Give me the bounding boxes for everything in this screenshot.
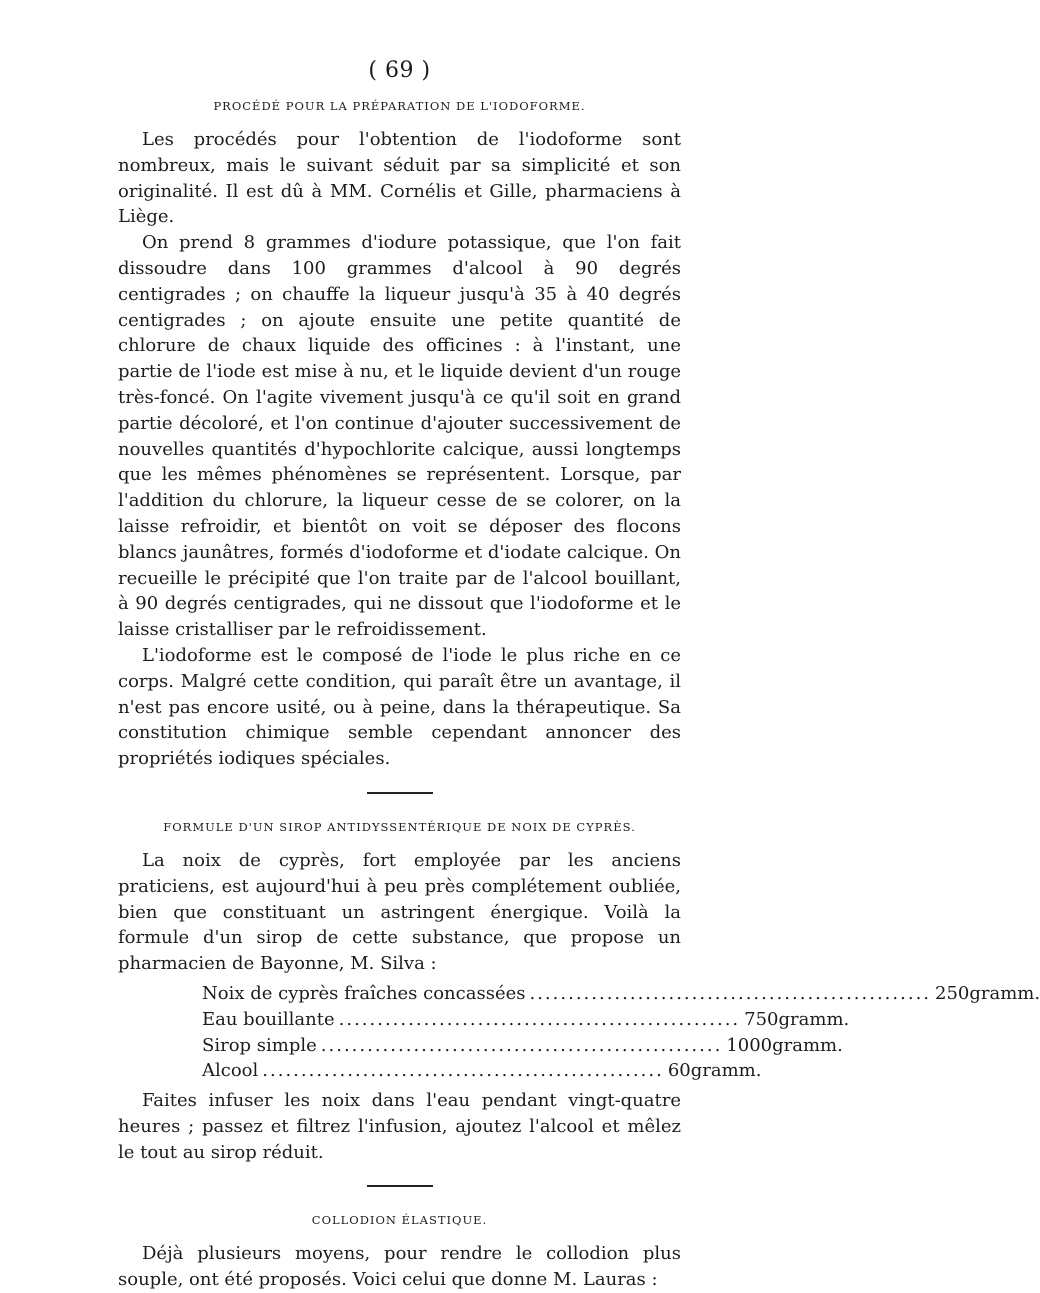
page: [118, 58, 1040, 1293]
recipe-row: [202, 1058, 762, 1084]
section-title-sirop: FORMULE D'UN SIROP ANTIDYSSENTÉRIQUE DE NOIX DE CYPRÈS.: [163, 819, 636, 834]
ingredient-quantity: 250: [935, 982, 970, 1004]
recipe-row: [202, 1007, 850, 1033]
recipe-list: [202, 981, 1040, 1084]
ingredient-name: Sirop simple: [202, 1034, 317, 1056]
recipe-row: [202, 981, 1040, 1007]
ingredient-quantity: 750: [744, 1008, 779, 1030]
paragraph: Déjà plusieurs moyens, pour rendre le collodion plus souple, ont été proposés. Voici celui que donne M. Lauras :: [118, 1243, 681, 1291]
dot-leader: ....................................................: [262, 1060, 664, 1082]
dot-leader: ....................................................: [529, 982, 932, 1004]
ingredient-quantity: 1000: [726, 1034, 773, 1056]
section-divider: [367, 1185, 433, 1187]
ingredient-name: Noix de cyprès fraîches concassées: [202, 982, 526, 1004]
ingredient-name: Alcool: [202, 1060, 259, 1082]
ingredient-name: Eau bouillante: [202, 1008, 335, 1030]
paragraph: Faites infuser les noix dans l'eau pendant vingt-quatre heures ; passez et filtrez l'infusion, ajoutez l'alcool et mêlez le tout au sirop réduit.: [118, 1090, 681, 1163]
section-title-iodoforme: PROCÉDÉ POUR LA PRÉPARATION DE L'IODOFORME.: [213, 99, 586, 113]
ingredient-unit: gramm.: [969, 982, 1040, 1004]
ingredient-unit: gramm.: [772, 1034, 843, 1056]
page-number: ( 69 ): [368, 58, 431, 83]
section-title-collodion: COLLODION ÉLASTIQUE.: [311, 1213, 488, 1228]
ingredient-quantity: 60: [667, 1060, 691, 1082]
paragraph: On prend 8 grammes d'iodure potassique, que l'on fait dissoudre dans 100 grammes d'alcool à 90 degrés centigrades ; on chauffe la liqueur jusqu'à 35 à 40 degrés centigrades ; on ajoute ensuite une petite quantité de chlorure de chaux liquide des officines : à l'instant, une partie de l'iode est mise à nu, et le liquide devient d'un rouge très-foncé. On l'agite vivement jusqu'à ce qu'il soit en grand partie décoloré, et l'on continue d'ajouter successivement de nouvelles quantités d'hypochlorite calcique, aussi longtemps que les mêmes phénomènes se représentent. Lorsque, par l'addition du chlorure, la liqueur cesse de se colorer, on la laisse refroidir, et bientôt on voit se déposer des flocons blancs jaunâtres, formés d'iodoforme et d'iodate calcique. On recueille le précipité que l'on traite par de l'alcool bouillant, à 90 degrés centigrades, qui ne dissout que l'iodoforme et le laisse cristalliser par le refroidissement.: [118, 232, 681, 641]
dot-leader: ....................................................: [320, 1034, 723, 1056]
paragraph: Les procédés pour l'obtention de l'iodoforme sont nombreux, mais le suivant séduit par sa simplicité et son originalité. Il est dû à MM. Cornélis et Gille, pharmaciens à Liège.: [118, 129, 681, 228]
ingredient-unit: gramm.: [778, 1008, 850, 1030]
ingredient-unit: gramm.: [690, 1060, 762, 1082]
paragraph: La noix de cyprès, fort employée par les anciens praticiens, est aujourd'hui à peu près complétement oubliée, bien que constituant un astringent énergique. Voilà la formule d'un sirop de cette substance, que propose un pharmacien de Bayonne, M. Silva :: [118, 849, 681, 975]
dot-leader: ....................................................: [338, 1008, 741, 1030]
recipe-row: [202, 1033, 843, 1059]
paragraph: L'iodoforme est le composé de l'iode le plus riche en ce corps. Malgré cette condition, qui paraît être un avantage, il n'est pas encore usité, ou à peine, dans la thérapeutique. Sa constitution chimique semble cependant annoncer des propriétés iodiques spéciales.: [118, 644, 681, 770]
section-divider: [367, 792, 433, 794]
